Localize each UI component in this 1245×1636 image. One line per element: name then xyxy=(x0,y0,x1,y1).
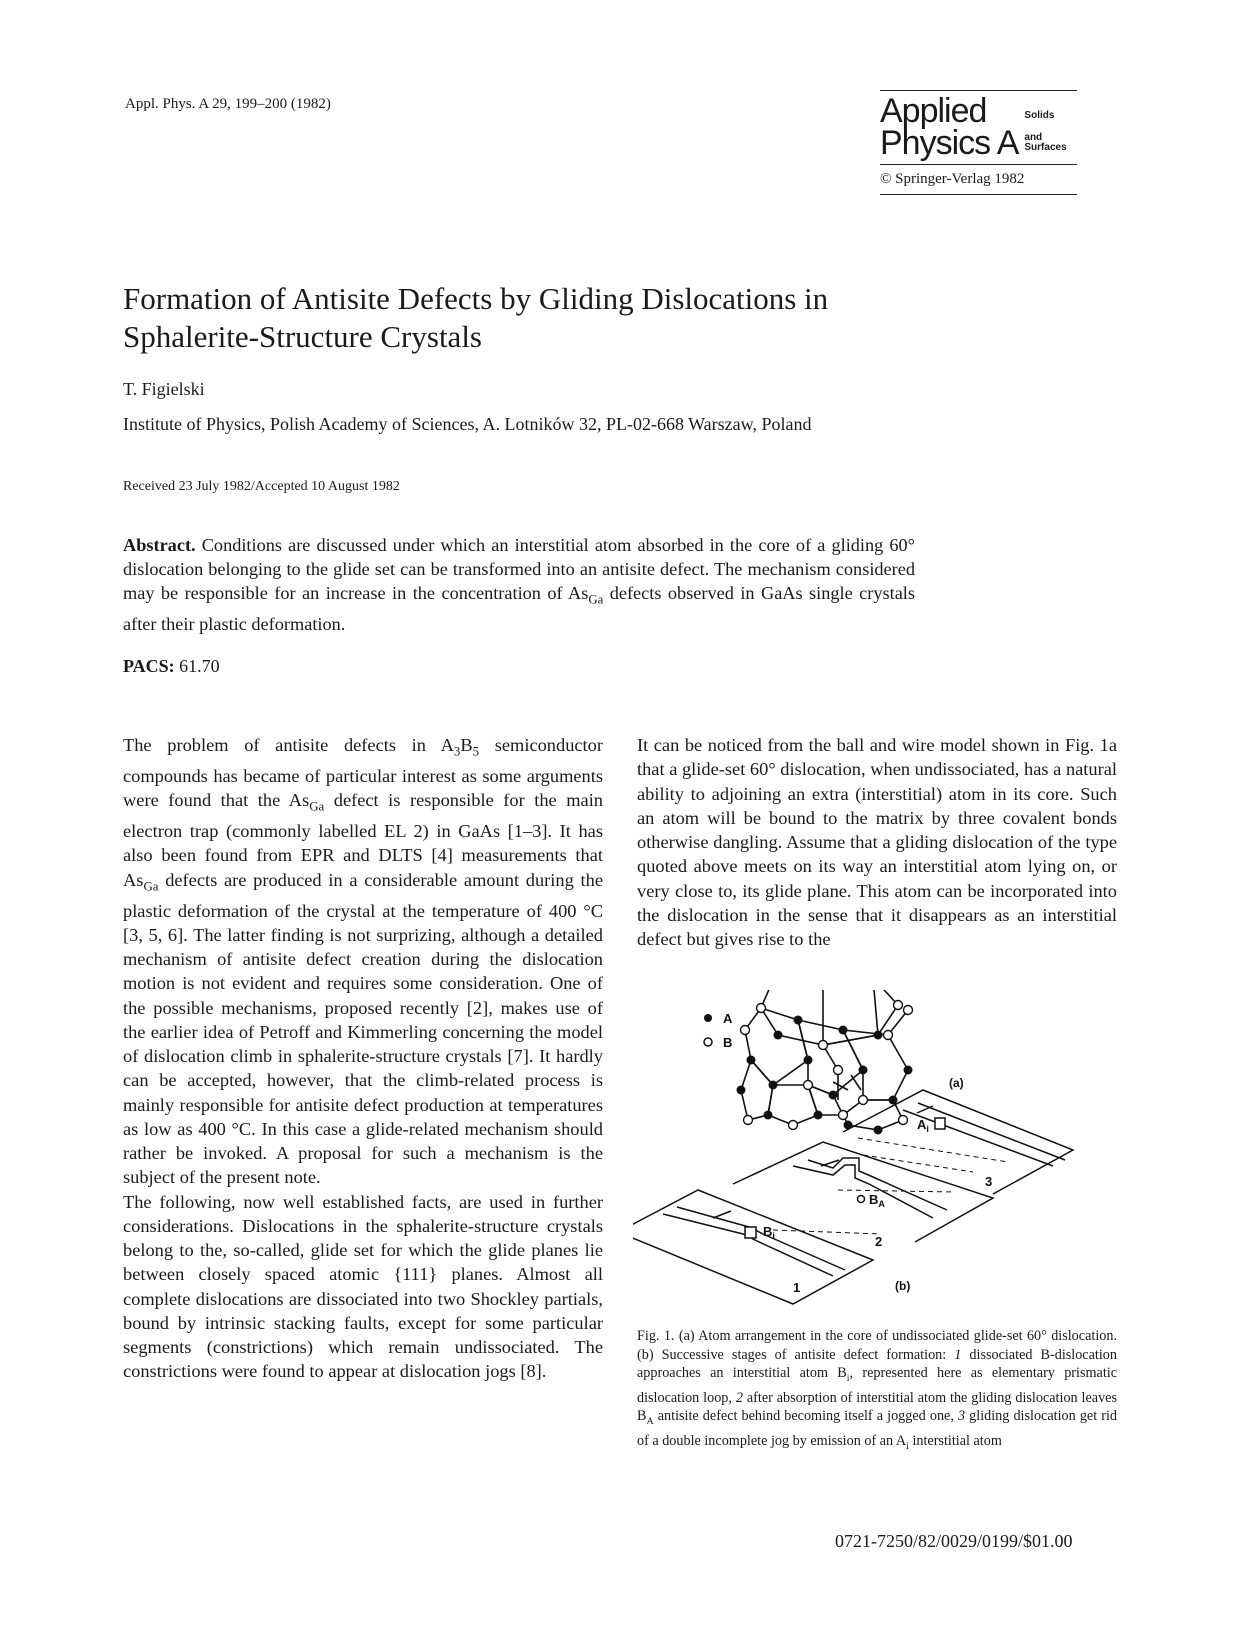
glide-stages xyxy=(633,1090,1073,1304)
logo-applied: Applied xyxy=(880,92,987,130)
caption-part: , represented here as elementary prismatic dislocation loop, xyxy=(637,1365,1117,1406)
dashed-guides xyxy=(773,1138,1008,1234)
ba-atom xyxy=(858,1196,865,1203)
stage-3-label: 3 xyxy=(985,1174,993,1189)
journal-citation: Appl. Phys. A 29, 199–200 (1982) xyxy=(125,96,331,112)
paragraph-1 xyxy=(123,733,603,1190)
pacs-label: PACS: xyxy=(123,656,175,676)
abstract-sub: Ga xyxy=(588,593,604,608)
caption-part: gliding dislocation get rid of a double incomplete jog by emission of an A xyxy=(637,1408,1117,1449)
pacs xyxy=(123,656,220,677)
journal-logo xyxy=(880,90,1077,195)
p1-sub-3: 3 xyxy=(453,744,461,759)
bi-label: $B_i$ xyxy=(763,1224,775,1241)
caption-num-3: 3 xyxy=(957,1408,966,1425)
caption-part: after absorption of interstitial atom the gliding dislocation leaves B xyxy=(637,1389,1117,1425)
figure-1 xyxy=(633,990,1113,1320)
label-b: (b) xyxy=(895,1279,911,1293)
legend-a-label: A xyxy=(723,1011,733,1026)
p1-text-c: semiconductor compounds has became of particular interest as some arguments were found that the As xyxy=(123,735,603,811)
caption-part: antisite defect behind becoming itself a jogged one, xyxy=(653,1408,958,1425)
logo-solids: Solids xyxy=(1024,110,1055,121)
p1-sub-ga-2: Ga xyxy=(143,879,159,894)
paragraph-2: The following, now well established facts, are used in further considerations. Dislocations in the sphalerite-structure crystals belong to the, so-called, glide set for which the glide planes lie between closely spaced atomic {111} planes. Almost all complete dislocations are dissociated into two Shockley partials, bound by intrinsic stacking faults, except for some particular segments (constrictions) which remain undissociated. The constrictions were found to appear at dislocation jogs [8]. xyxy=(123,1191,603,1382)
author: T. Figielski xyxy=(123,379,205,399)
abstract-label: Abstract. xyxy=(123,535,196,555)
pacs-value: 61.70 xyxy=(174,656,220,676)
ai-label: $A_i$ xyxy=(917,1117,929,1134)
abstract-text-end: defects observed in GaAs single crystals after their plastic deformation. xyxy=(123,583,915,635)
legend-b-marker xyxy=(704,1038,712,1046)
p1-text-b: B xyxy=(460,735,473,755)
p1-text-d: defect is responsible for the main electron trap (commonly labelled EL 2) in GaAs [1–3]. It has also been found from EPR and DLTS [4] measurements that As xyxy=(123,790,603,890)
stage-1-label: 1 xyxy=(793,1280,801,1295)
p1-sub-ga: Ga xyxy=(309,799,325,814)
lattice-atoms xyxy=(737,990,913,1135)
figure-caption xyxy=(637,1327,1117,1456)
body-column-left xyxy=(123,733,603,1384)
caption-part: Fig. 1. (a) Atom arrangement in the core of undissociated glide-set 60° dislocation. (b) Successive stages of antisite defect formation: xyxy=(637,1328,1117,1363)
stage-2-label: 2 xyxy=(875,1234,883,1249)
crystal-lattice xyxy=(741,990,908,1130)
caption-sub: i xyxy=(846,1373,850,1385)
p1-text-e: defects are produced in a considerable amount during the plastic deformation of the crystal at the temperature of 400 °C [3, 5, 6]. The latter finding is not surprizing, although a detailed mechanism of antisite defect creation during the dislocation motion is not evident and requires some consideration. One of the possible mechanisms, proposed recently [2], makes use of the earlier idea of Petroff and Kimmerling concerning the model of dislocation climb in sphalerite-structure crystals [7]. It hardly can be accepted, however, that the climb-related process is mainly responsible for antisite defect production at temperatures as low as 400 °C. In this case a glide-related mechanism should rather be invoked. A proposal for such a mechanism is the subject of the present note. xyxy=(123,869,603,1188)
body-column-right xyxy=(637,733,1117,951)
p1-text-a: The problem of antisite defects in A xyxy=(123,735,454,755)
ai-atom-box xyxy=(935,1118,945,1129)
stage-1-plane xyxy=(633,1190,873,1304)
logo-top-rule xyxy=(880,90,1077,91)
article-code: 0721-7250/82/0029/0199/$01.00 xyxy=(835,1531,1073,1551)
abstract-text: Conditions are discussed under which an interstitial atom absorbed in the core of a gliding 60° dislocation belonging to the glide set can be transformed into an antisite defect. The mechanism considered may be responsible for an increase in the concentration of As xyxy=(123,535,915,604)
ba-label: $B_A$ xyxy=(869,1192,885,1209)
logo-and: and xyxy=(1024,132,1043,143)
legend-b-label: B xyxy=(723,1035,733,1050)
copyright: © Springer-Verlag 1982 xyxy=(880,171,1025,187)
p1-sub-5: 5 xyxy=(472,744,480,759)
received-date: Received 23 July 1982/Accepted 10 August 1982 xyxy=(123,479,400,494)
caption-num-1: 1 xyxy=(954,1346,962,1363)
caption-sub: A xyxy=(646,1416,654,1428)
logo-physics-a: Physics A xyxy=(880,124,1019,162)
logo-surfaces: Surfaces xyxy=(1024,142,1067,153)
loop-bi xyxy=(745,1227,756,1238)
legend-a-marker xyxy=(704,1014,712,1022)
abstract xyxy=(123,533,915,636)
affiliation: Institute of Physics, Polish Academy of Sciences, A. Lotników 32, PL-02-668 Warszaw, Poland xyxy=(123,414,812,434)
caption-num-2: 2 xyxy=(735,1389,743,1406)
caption-part: dissociated B-dislocation approaches an interstitial atom B xyxy=(637,1346,1117,1382)
caption-sub: i xyxy=(906,1440,909,1452)
paragraph-3: It can be noticed from the ball and wire model shown in Fig. 1a that a glide-set 60° dislocation, when undissociated, has a natural ability to adjoining an extra (interstitial) atom in its core. Such an atom will be bound to the matrix by three covalent bonds otherwise dangling. Assume that a gliding dislocation of the type quoted above meets on its way an interstitial atom lying on, or very close to, its glide plane. This atom can be incorporated into the dislocation in the sense that it disappears as an interstitial defect but gives rise to the xyxy=(637,735,1117,949)
logo-bottom-rule xyxy=(880,194,1077,195)
label-a: (a) xyxy=(949,1076,964,1090)
article-title: Formation of Antisite Defects by Gliding Dislocations in Sphalerite-Structure Crystals xyxy=(123,281,829,354)
caption-part: interstitial atom xyxy=(908,1432,1002,1449)
stage-1-dislocation xyxy=(663,1214,833,1276)
